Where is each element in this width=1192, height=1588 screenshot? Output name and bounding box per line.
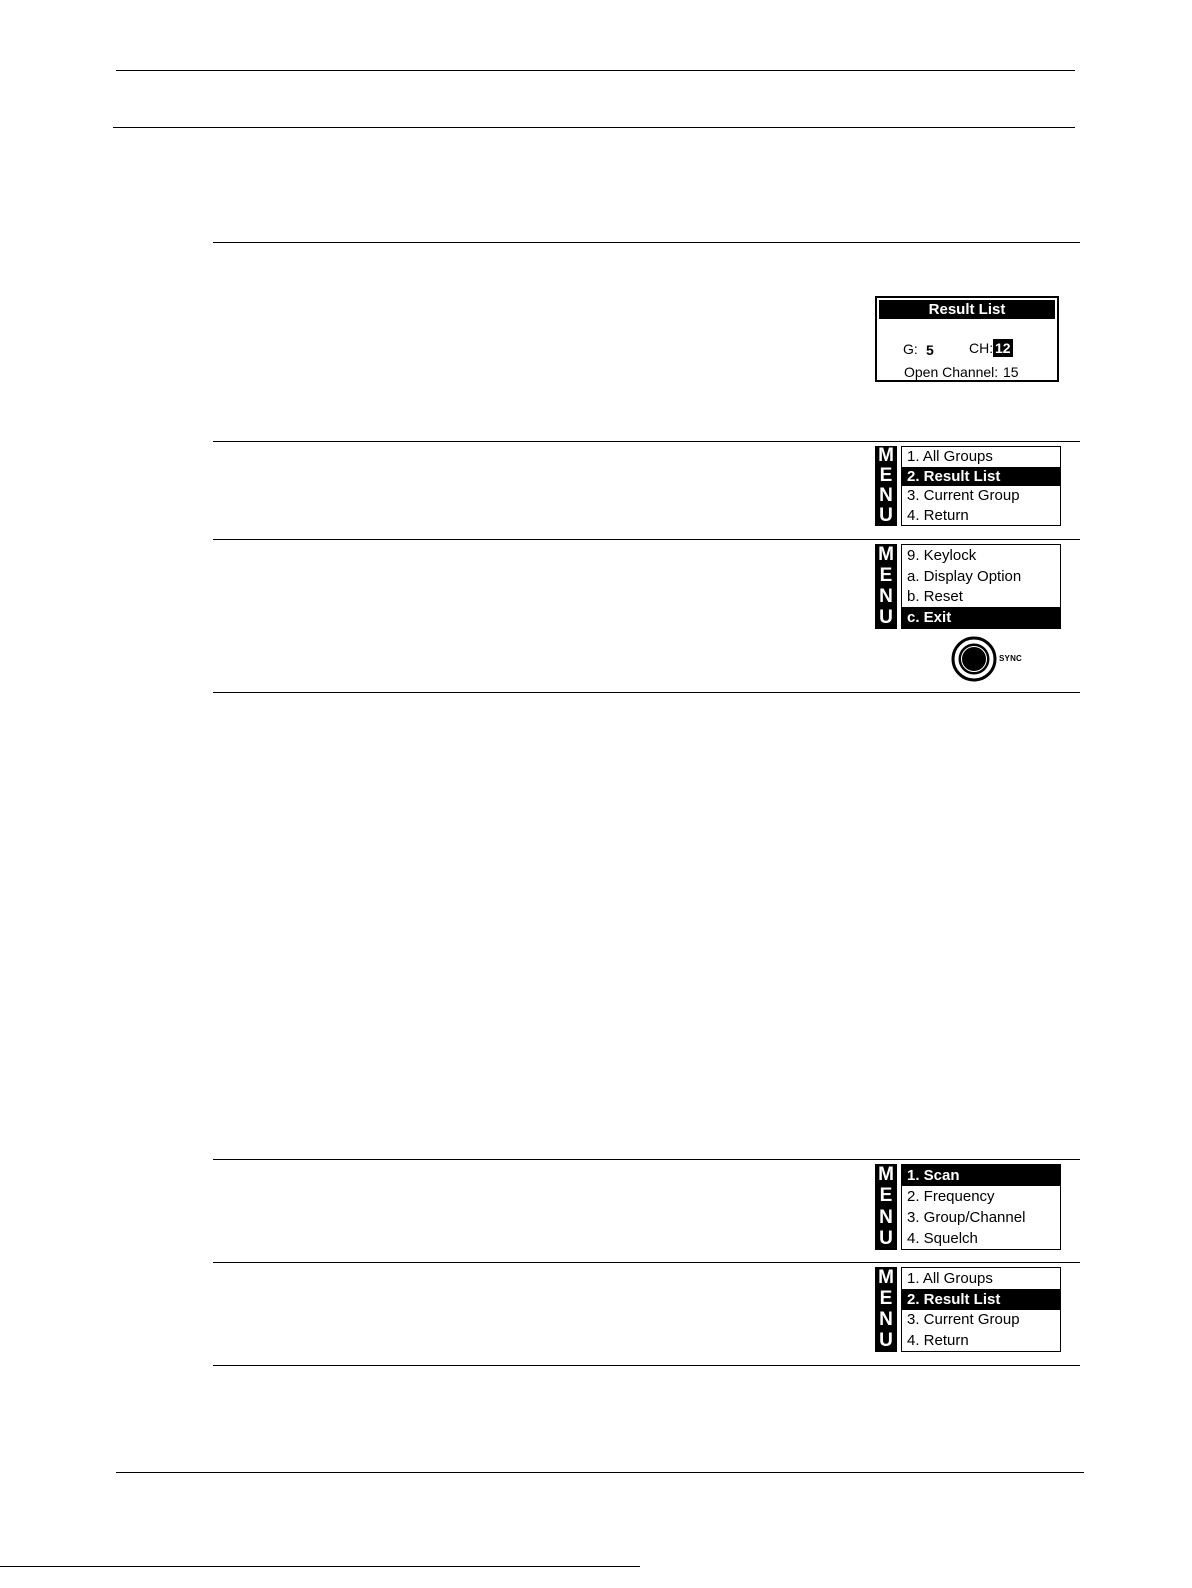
menu-scan-submenu-2: [875, 1267, 1061, 1352]
table2-row-divider: [213, 1262, 1080, 1263]
menu-item[interactable]: 3. Group/Channel: [907, 1209, 1026, 1226]
menu-tab-letter: U: [879, 607, 893, 629]
menu-list: [901, 544, 1061, 629]
channel-value: 12: [995, 340, 1011, 356]
table2-bottom-rule: [213, 1365, 1080, 1366]
table2-top-rule: [213, 1159, 1080, 1160]
footer-rule: [116, 1472, 1084, 1473]
menu-tab-letter: E: [879, 1287, 893, 1309]
menu-item[interactable]: 1. All Groups: [907, 1269, 993, 1287]
menu-item[interactable]: 2. Frequency: [907, 1188, 995, 1205]
menu-tab-letter: N: [879, 485, 893, 506]
menu-item[interactable]: 2. Result List: [902, 467, 1060, 487]
sync-label: SYNC: [999, 654, 1023, 663]
menu-tab-letter: N: [879, 1206, 893, 1228]
menu-item[interactable]: 1. All Groups: [907, 448, 993, 466]
table1-bottom-rule: [213, 692, 1080, 693]
sync-knob-icon: [950, 635, 998, 683]
menu-list: [901, 446, 1061, 526]
table1-top-rule: [213, 242, 1080, 243]
menu-item[interactable]: 9. Keylock: [907, 546, 977, 564]
menu-item[interactable]: 4. Return: [907, 1332, 969, 1350]
menu-item[interactable]: 4. Squelch: [907, 1230, 978, 1247]
menu-tab-letter: E: [879, 1185, 893, 1207]
menu-tab: [875, 1267, 897, 1352]
menu-tab-letter: M: [878, 1163, 894, 1185]
menu-scan-submenu: [875, 446, 1061, 526]
menu-main-bottom: [875, 544, 1061, 629]
menu-tab-letter: U: [879, 1330, 893, 1352]
menu-item[interactable]: a. Display Option: [907, 567, 1022, 585]
menu-tab-letter: U: [879, 1228, 893, 1250]
table1-row-divider-1: [213, 441, 1080, 442]
result-list-title: Result List: [879, 300, 1055, 319]
menu-tab-letter: E: [879, 564, 893, 586]
menu-tab: [875, 446, 897, 526]
menu-tab-letter: M: [878, 543, 894, 565]
group-label: G:: [903, 341, 918, 357]
menu-tab-letter: M: [878, 1266, 894, 1288]
header-bottom-rule: [113, 127, 1075, 128]
menu-list: [901, 1164, 1061, 1250]
menu-item[interactable]: 2. Result List: [902, 1289, 1060, 1310]
menu-item[interactable]: c. Exit: [902, 607, 1060, 628]
result-list-display: [875, 296, 1059, 382]
header-top-rule: [116, 70, 1075, 71]
menu-tab: [875, 544, 897, 629]
menu-main-top: [875, 1164, 1061, 1250]
open-channel-label: Open Channel:: [904, 364, 999, 380]
menu-tab-letter: N: [879, 1309, 893, 1331]
menu-item[interactable]: 3. Current Group: [907, 1311, 1020, 1329]
table1-row-divider-2: [213, 539, 1080, 540]
menu-item[interactable]: 1. Scan: [902, 1165, 1060, 1186]
menu-tab-letter: U: [879, 505, 893, 526]
channel-label: CH:: [969, 340, 994, 356]
group-value: 5: [926, 342, 934, 358]
menu-tab-letter: N: [879, 586, 893, 608]
menu-list: [901, 1267, 1061, 1352]
menu-tab-letter: M: [878, 445, 894, 466]
menu-item[interactable]: 4. Return: [907, 506, 969, 524]
menu-tab: [875, 1164, 897, 1250]
open-channel-value: 15: [1003, 364, 1019, 380]
menu-item[interactable]: b. Reset: [907, 588, 963, 606]
menu-tab-letter: E: [879, 465, 893, 486]
footnote-rule: [0, 1566, 640, 1567]
menu-item[interactable]: 3. Current Group: [907, 487, 1020, 505]
